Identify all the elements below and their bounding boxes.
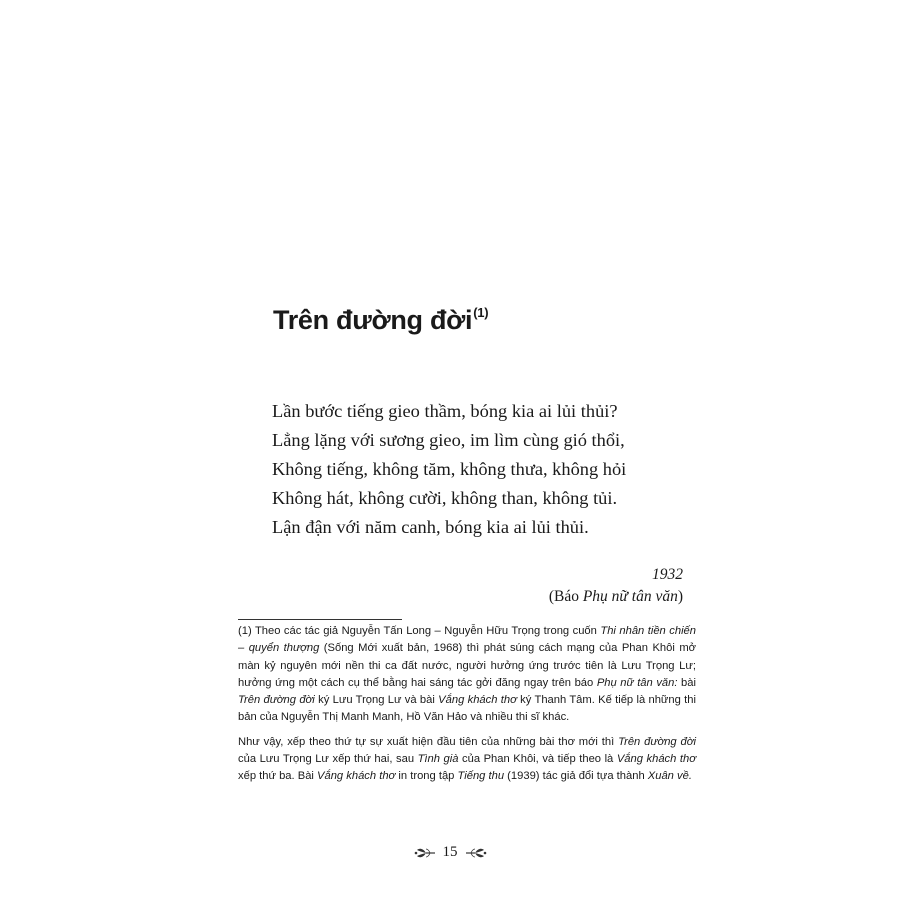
poem-body bbox=[272, 397, 626, 542]
footnote-text: bài bbox=[677, 676, 696, 689]
footnote-text: (1939) tác giả đổi tựa thành bbox=[504, 770, 648, 783]
footnote-divider bbox=[238, 619, 402, 620]
page-footer bbox=[0, 840, 900, 864]
poem-title bbox=[273, 305, 488, 336]
footnote-italic: Xuân về. bbox=[647, 770, 692, 783]
right-ornament-icon bbox=[465, 844, 487, 860]
footnote-text: của Phan Khôi, và tiếp theo là bbox=[458, 753, 617, 766]
footnote-paragraph-1 bbox=[238, 623, 696, 727]
footnote-italic: Vắng khách thơ bbox=[438, 694, 517, 707]
page-number: 15 bbox=[442, 844, 458, 860]
footnote-italic: Vắng khách thơ bbox=[616, 753, 697, 766]
footnote-text: Như vậy, xếp theo thứ tự sự xuất hiện đầu tiên của những bài thơ mới thì bbox=[238, 735, 619, 748]
footnote-italic: Tình già bbox=[417, 753, 459, 766]
footnote-text: ký Lưu Trọng Lư và bài bbox=[314, 694, 439, 707]
footnotes bbox=[238, 623, 696, 793]
footnote-italic: Trên đường đời bbox=[238, 694, 315, 707]
poem-signature bbox=[549, 564, 683, 608]
footnote-italic: Thi nhân tiền chiến – quyển thượng bbox=[238, 625, 696, 655]
poem-line: Lần bước tiếng gieo thầm, bóng kia ai lủi thủi? bbox=[272, 401, 618, 421]
left-ornament-icon bbox=[414, 844, 436, 860]
source-title: Phụ nữ tân văn bbox=[582, 588, 678, 605]
poem-year: 1932 bbox=[652, 566, 683, 583]
poem-title-text: Trên đường đời bbox=[273, 305, 473, 335]
source-open: (Báo bbox=[548, 588, 583, 605]
footnote-text: (Sống Mới xuất bản, 1968) thì phát súng cách mạng của Phan Khôi mở màn kỷ nguyên mới nền thi ca đất nước, người hưởng ứng trước tiên là Lưu Trọng Lư; hưởng ứng một cách cụ thể bằng hai sáng tác gởi đăng ngay trên báo bbox=[238, 642, 696, 689]
source-close: ) bbox=[677, 588, 683, 605]
poem-line: Lận đận với năm canh, bóng kia ai lủi thủi. bbox=[272, 517, 589, 537]
poem-line: Lẳng lặng với sương gieo, im lìm cùng gió thổi, bbox=[272, 430, 625, 450]
poem-source bbox=[549, 586, 683, 608]
footnote-text: ký Thanh Tâm. Kế tiếp là những thi bản của Nguyễn Thị Manh Manh, Hồ Văn Hảo và nhiều thi sĩ khác. bbox=[238, 694, 696, 724]
footnote-text: xếp thứ ba. Bài bbox=[238, 770, 318, 783]
footnote-marker[interactable]: (1) bbox=[473, 305, 489, 320]
footnote-text: (1) Theo các tác giả Nguyễn Tấn Long – Nguyễn Hữu Trọng trong cuốn bbox=[238, 625, 601, 637]
footnote-paragraph-2 bbox=[238, 734, 696, 786]
footnote-italic: Tiếng thu bbox=[457, 770, 505, 783]
footnote-italic: Phụ nữ tân văn: bbox=[596, 676, 678, 689]
footnote-text: in trong tập bbox=[395, 770, 458, 783]
footnote-italic: Trên đường đời bbox=[618, 735, 696, 748]
footnote-text: của Lưu Trọng Lư xếp thứ hai, sau bbox=[238, 753, 418, 766]
poem-line: Không hát, không cười, không than, không tủi. bbox=[272, 488, 618, 508]
footnote-italic: Vắng khách thơ bbox=[317, 770, 396, 783]
poem-line: Không tiếng, không tăm, không thưa, không hỏi bbox=[272, 459, 627, 479]
